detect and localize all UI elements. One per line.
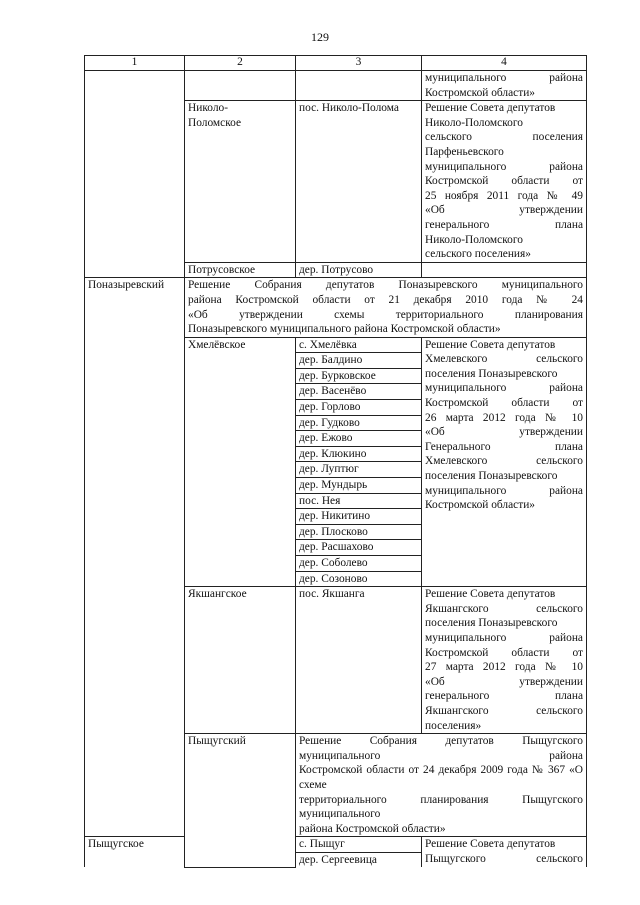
decision-line: Якшангского сельского bbox=[425, 704, 583, 717]
settlement-line: Николо- bbox=[188, 102, 228, 115]
decision-line: «Об утверждении схемы территориального планирования bbox=[188, 308, 583, 321]
decision-line: Решение Собрания депутатов Поназыревского муниципального bbox=[188, 279, 583, 292]
village-cell: дер. Потрусово bbox=[296, 262, 422, 278]
village-cell: дер. Расшахово bbox=[296, 540, 422, 556]
col-header-3: 3 bbox=[296, 56, 422, 71]
village-cell: дер. Балдино bbox=[296, 353, 422, 369]
village-cell: дер. Васенёво bbox=[296, 384, 422, 400]
decision-line: муниципального района bbox=[425, 160, 583, 173]
district-cell-continued bbox=[85, 71, 185, 278]
village-cell: с. Пыщуг bbox=[296, 837, 422, 853]
decision-line: Поназыревского муниципального района Костромской области» bbox=[188, 323, 501, 336]
village-cell: дер. Горлово bbox=[296, 400, 422, 416]
decision-line: Костромской области от 24 декабря 2009 года № 367 «О схеме bbox=[299, 764, 583, 791]
village-cell: дер. Клюкино bbox=[296, 446, 422, 462]
decision-line: сельского поселения» bbox=[425, 248, 531, 261]
decision-line: района Костромской области от 21 декабря 2010 года № 24 bbox=[188, 293, 583, 306]
decision-line: Костромской области от bbox=[425, 397, 583, 410]
municipal-table bbox=[84, 55, 587, 868]
decision-line: Хмелевского сельского bbox=[425, 353, 583, 366]
decision-cell bbox=[422, 587, 587, 734]
decision-line: 26 марта 2012 года № 10 bbox=[425, 411, 583, 424]
table-row bbox=[85, 278, 587, 337]
decision-line: Николо-Поломского bbox=[425, 116, 523, 129]
decision-line: Решение Совета депутатов bbox=[425, 588, 556, 601]
decision-line: территориального планирования Пыщугского муниципального bbox=[299, 793, 583, 821]
village-cell: дер. Созоново bbox=[296, 571, 422, 587]
village-cell: дер. Соболево bbox=[296, 556, 422, 572]
village-cell: дер. Бурковское bbox=[296, 368, 422, 384]
decision-line: Хмелевского сельского bbox=[425, 455, 583, 468]
village-cell: дер. Сергеевица bbox=[296, 852, 422, 867]
village-cell: дер. Мундырь bbox=[296, 478, 422, 494]
decision-line: Костромской области» bbox=[425, 86, 535, 99]
decision-cell bbox=[422, 837, 587, 868]
col-header-1: 1 bbox=[85, 56, 185, 71]
settlement-cell bbox=[185, 101, 296, 263]
decision-line: 25 ноября 2011 года № 49 bbox=[425, 189, 583, 202]
decision-line: поселения Поназыревского bbox=[425, 470, 558, 483]
table-header-row bbox=[85, 56, 587, 71]
col-header-4: 4 bbox=[422, 56, 587, 71]
district-decision-cell bbox=[296, 734, 587, 837]
decision-line: муниципального района bbox=[425, 484, 583, 497]
decision-line: «Об утверждении bbox=[425, 204, 583, 217]
decision-line: муниципального района bbox=[425, 382, 583, 395]
decision-line: Якшангского сельского bbox=[425, 602, 583, 615]
decision-line: генерального плана bbox=[425, 690, 583, 703]
decision-line: муниципального района bbox=[425, 72, 583, 84]
settlement-cell: Пыщугское bbox=[85, 837, 185, 868]
village-cell: дер. Никитино bbox=[296, 509, 422, 525]
decision-line: «Об утверждении bbox=[425, 675, 583, 688]
village-cell: пос. Николо-Полома bbox=[296, 101, 422, 263]
village-cell: пос. Нея bbox=[296, 493, 422, 509]
decision-line: муниципального района bbox=[425, 631, 583, 644]
decision-line: поселения» bbox=[425, 719, 482, 732]
decision-line: Парфеньевского bbox=[425, 145, 504, 158]
decision-line: Николо-Поломского bbox=[425, 233, 523, 246]
decision-line: Решение Совета депутатов bbox=[425, 338, 556, 351]
decision-line: сельского поселения bbox=[425, 131, 583, 144]
settlement-line: Поломское bbox=[188, 116, 242, 129]
settlement-cell: Якшангское bbox=[185, 587, 296, 734]
decision-line: Решение Совета депутатов bbox=[425, 102, 556, 115]
decision-cell bbox=[422, 262, 587, 278]
settlement-cell: Хмелёвское bbox=[185, 337, 296, 587]
village-cell: дер. Плосково bbox=[296, 524, 422, 540]
village-cell bbox=[296, 71, 422, 101]
decision-line: Костромской области» bbox=[425, 499, 535, 512]
col-header-2: 2 bbox=[185, 56, 296, 71]
village-cell: с. Хмелёвка bbox=[296, 337, 422, 353]
settlement-cell: Потрусовское bbox=[185, 262, 296, 278]
decision-line: поселения Поназыревского bbox=[425, 367, 558, 380]
decision-line: «Об утверждении bbox=[425, 426, 583, 439]
village-cell: пос. Якшанга bbox=[296, 587, 422, 734]
district-cell: Поназыревский bbox=[85, 278, 185, 837]
decision-line: генерального плана bbox=[425, 218, 583, 231]
district-decision-cell bbox=[185, 278, 587, 337]
table-row bbox=[85, 837, 587, 853]
village-cell: дер. Ежово bbox=[296, 431, 422, 447]
decision-line: Решение Совета депутатов bbox=[425, 838, 556, 851]
decision-line: 27 марта 2012 года № 10 bbox=[425, 661, 583, 674]
village-cell: дер. Гудково bbox=[296, 415, 422, 431]
page-number: 129 bbox=[311, 30, 329, 44]
decision-line: Пыщугского сельского bbox=[425, 852, 583, 865]
decision-cell bbox=[422, 337, 587, 587]
district-cell: Пыщугский bbox=[185, 734, 296, 868]
decision-line: Костромской области от bbox=[425, 175, 583, 188]
table-row bbox=[85, 71, 587, 101]
decision-line: района Костромской области» bbox=[299, 822, 446, 835]
settlement-cell bbox=[185, 71, 296, 101]
decision-line: Генерального плана bbox=[425, 440, 583, 453]
decision-cell bbox=[422, 71, 587, 101]
village-cell: дер. Луптюг bbox=[296, 462, 422, 478]
decision-line: поселения Поназыревского bbox=[425, 617, 558, 630]
decision-line: Костромской области от bbox=[425, 646, 583, 659]
decision-line: Решение Собрания депутатов Пыщугского муниципального района bbox=[299, 735, 583, 762]
decision-cell bbox=[422, 101, 587, 263]
